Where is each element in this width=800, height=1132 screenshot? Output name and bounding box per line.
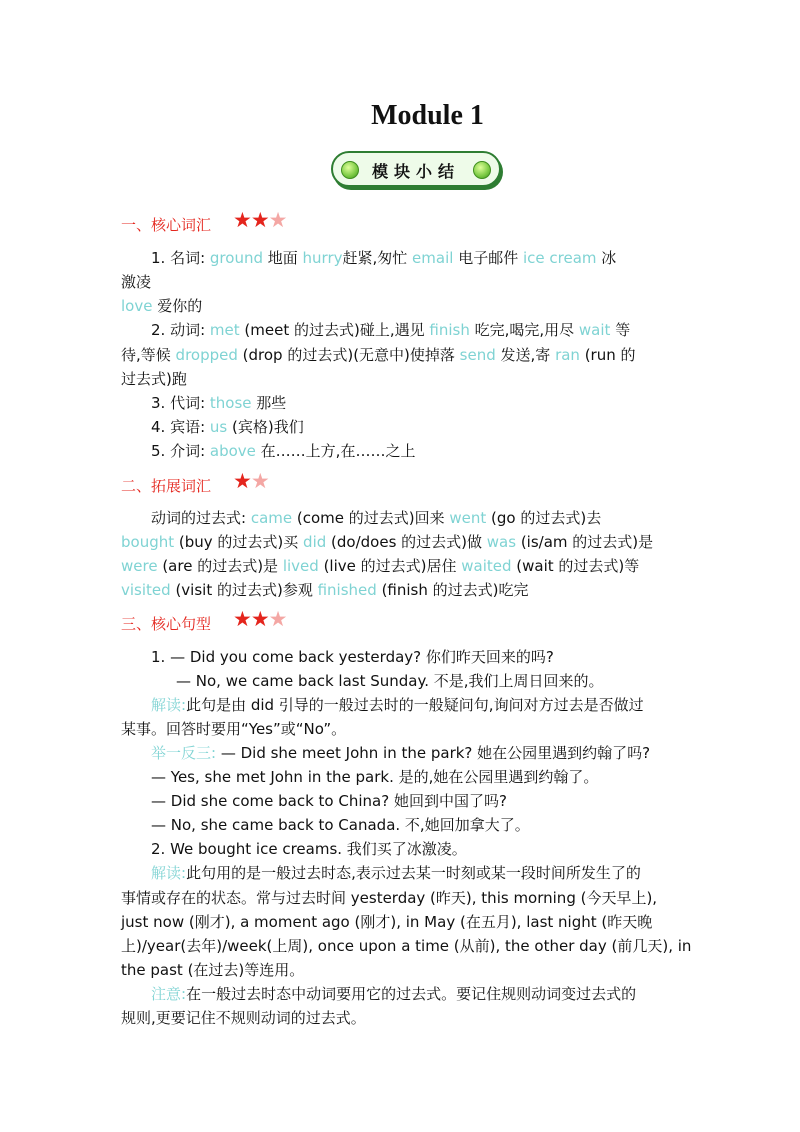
sentence-line: 注意:在一般过去时态中动词要用它的过去式。要记住规则动词变过去式的 xyxy=(151,985,637,1003)
sentence-line: — Yes, she met John in the park. 是的,她在公园里遇到约翰了。 xyxy=(151,768,599,786)
green-dot-icon xyxy=(473,161,491,179)
sentence-line: 某事。回答时要用“Yes”或“No”。 xyxy=(121,720,347,738)
section-heading-core-vocab: 一、核心词汇 xyxy=(121,216,212,234)
vocab-line: 待,等候 dropped (drop 的过去式)(无意中)使掉落 send 发送,寄 ran (run 的 xyxy=(121,346,636,364)
sentence-line: — No, we came back last Sunday. 不是,我们上周日回来的。 xyxy=(176,672,604,690)
ext-line: visited (visit 的过去式)参观 finished (finish 的过去式)吃完 xyxy=(121,581,529,599)
vocab-line: 4. 宾语: us (宾格)我们 xyxy=(151,418,304,436)
section-heading-core-sentences: 三、核心句型 xyxy=(121,615,212,633)
sentence-line: 2. We bought ice creams. 我们买了冰激凌。 xyxy=(151,840,467,858)
ext-line: were (are 的过去式)是 lived (live 的过去式)居住 waited (wait 的过去式)等 xyxy=(121,557,640,575)
sentence-line: 事情或存在的状态。常与过去时间 yesterday (昨天), this morning (今天早上), xyxy=(121,889,658,907)
sentence-line: — Did she come back to China? 她回到中国了吗? xyxy=(151,792,507,810)
sentence-line: 举一反三: — Did she meet John in the park? 她在公园里遇到约翰了吗? xyxy=(151,744,651,762)
vocab-line: love 爱你的 xyxy=(121,297,203,315)
vocab-line: 过去式)跑 xyxy=(121,370,187,388)
sentence-line: 上)/year(去年)/week(上周), once upon a time (从前), the other day (前几天), in xyxy=(121,937,692,955)
ext-line: bought (buy 的过去式)买 did (do/does 的过去式)做 was (is/am 的过去式)是 xyxy=(121,533,654,551)
sentence-line: just now (刚才), a moment ago (刚才), in May (在五月), last night (昨天晚 xyxy=(121,913,653,931)
vocab-line: 3. 代词: those 那些 xyxy=(151,394,287,412)
vocab-line: 5. 介词: above 在……上方,在……之上 xyxy=(151,442,416,460)
sentence-line: 规则,更要记住不规则动词的过去式。 xyxy=(121,1009,366,1027)
vocab-line: 2. 动词: met (meet 的过去式)碰上,遇见 finish 吃完,喝完,用尽 wait 等 xyxy=(151,321,631,339)
rating-stars-icon: ★★★ xyxy=(233,607,287,631)
ext-line: 动词的过去式: came (come 的过去式)回来 went (go 的过去式)去 xyxy=(151,509,602,527)
sentence-line: 解读:此句是由 did 引导的一般过去时的一般疑问句,询问对方过去是否做过 xyxy=(151,696,644,714)
sentence-line: 解读:此句用的是一般过去时态,表示过去某一时刻或某一段时间所发生了的 xyxy=(151,864,641,882)
section-heading-extended-vocab: 二、拓展词汇 xyxy=(121,477,212,495)
sentence-line: the past (在过去)等连用。 xyxy=(121,961,305,979)
sentence-line: 1. — Did you come back yesterday? 你们昨天回来的吗? xyxy=(151,648,554,666)
sentence-line: — No, she came back to Canada. 不,她回加拿大了。 xyxy=(151,816,530,834)
vocab-line: 1. 名词: ground 地面 hurry赶紧,匆忙 email 电子邮件 ice cream 冰 xyxy=(151,249,617,267)
vocab-line: 激凌 xyxy=(121,273,152,291)
rating-stars-icon: ★★ xyxy=(233,469,269,493)
badge-label: 模块小结 xyxy=(371,162,460,181)
page-title: Module 1 xyxy=(371,100,484,131)
rating-stars-icon: ★★★ xyxy=(233,208,287,232)
module-summary-badge xyxy=(331,151,501,187)
